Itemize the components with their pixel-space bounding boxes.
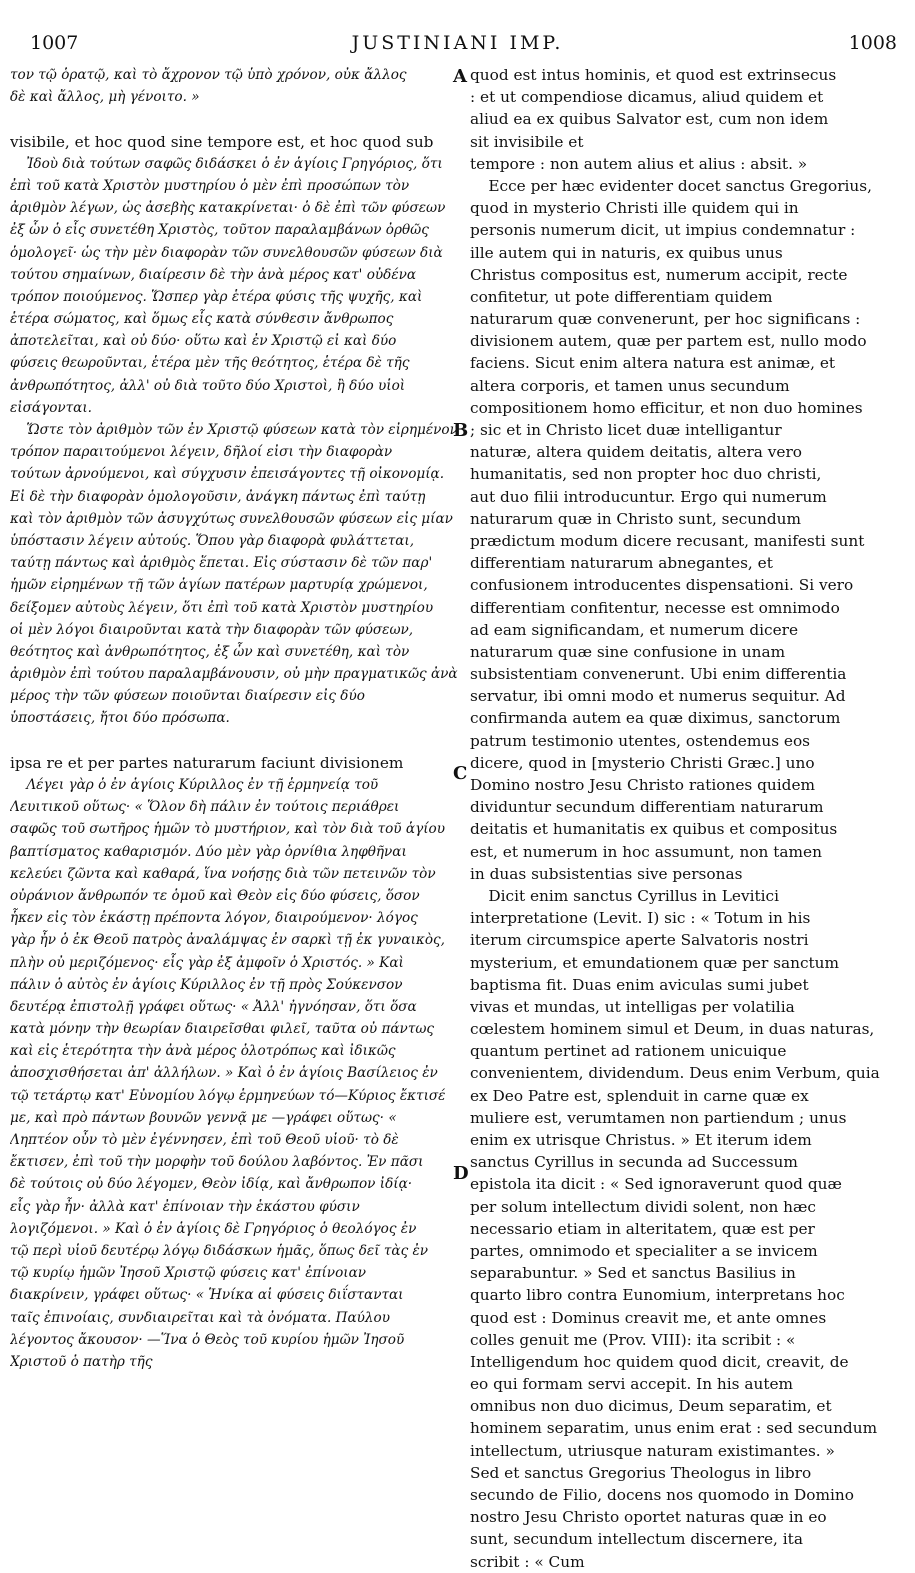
page-header: [0, 32, 915, 58]
greek-text-line: τῷ περὶ υἱοῦ δευτέρῳ λόγῳ διδάσκων ἡμᾶς, ὅπως δεῖ τὰς ἐν: [10, 1242, 429, 1259]
greek-text-line: καὶ εἰς ἑτερότητα τὴν ἀνὰ μέρος ὁλοτρόπως καὶ ἰδικῶς: [10, 1043, 396, 1060]
latin-text-line: quod est intus hominis, et quod est extrinsecus: [470, 66, 837, 84]
greek-text-line: με, καὶ πρὸ πάντων βουνῶν γεννᾷ με —γράφει οὕτως· «: [10, 1109, 397, 1126]
greek-text-line: τούτων ἀρνούμενοι, καὶ σύγχυσιν ἐπεισάγοντες τῇ οἰκονομίᾳ.: [10, 466, 445, 483]
greek-text-line: καὶ τὸν ἀριθμὸν τῶν ἀσυγχύτως συνελθουσῶν φύσεων εἰς μίαν: [10, 510, 453, 527]
greek-text-line: σαφῶς τοῦ σωτῆρος ἡμῶν τὸ μυστήριον, καὶ τὸν διὰ τοῦ ἁγίου: [10, 821, 445, 838]
greek-text-line: ἀποσχισθήσεται ἀπ' ἀλλήλων. » Καὶ ὁ ἐν ἁγίοις Βασίλειος ἐν: [10, 1065, 438, 1082]
latin-text-line: sit invisibile et: [470, 132, 584, 151]
latin-text-line: Domino nostro Jesu Christo rationes quidem: [470, 776, 816, 794]
greek-column: [10, 64, 469, 1373]
latin-text-line: per solum intellectum dividi solent, non hæc: [470, 1197, 816, 1216]
latin-text-line: Intelligendum hoc quidem quod dicit, creavit, de: [470, 1352, 849, 1371]
greek-text-line: Λευιτικοῦ οὕτως· « Ὅλον δὴ πάλιν ἐν τούτοις περιάθρει: [10, 799, 400, 816]
page-number-left: 1007: [30, 32, 79, 54]
shared-latin-line: in duas subsistentias sive personas: [470, 864, 743, 883]
latin-text-line: subsistentiam convenerunt. Ubi enim differentia: [470, 665, 847, 684]
greek-text-line: ὑποστάσεις, ἤτοι δύο πρόσωπα.: [10, 710, 230, 727]
latin-text-line: quantum pertinet ad rationem unicuique: [470, 1042, 787, 1061]
greek-text-line: ὑπόστασιν λέγειν αὐτούς. Ὅπου γὰρ διαφορὰ φυλάττεται,: [10, 532, 415, 549]
latin-text-line: divisionem autem, quæ per partem est, nullo modo: [470, 332, 867, 351]
latin-text-line: nostro Jesu Christo oportet naturas quæ in eo: [470, 1508, 827, 1527]
greek-text-line: ταύτῃ πάντως καὶ ἀριθμὸς ἕπεται. Εἰς σύστασιν δὲ τῶν παρ': [10, 555, 433, 572]
margin-marker-c: C: [453, 763, 468, 784]
latin-text-line: Christus compositus est, numerum accipit, recte: [470, 265, 848, 284]
latin-text-line: servatur, ibi omni modo et numerus sequitur. Ad: [470, 687, 846, 706]
latin-text-line: confusionem introducentes dispensationi. Si vero: [470, 576, 854, 595]
greek-text-line: τρόπον παραιτούμενοι λέγειν, δῆλοί εἰσι τὴν διαφορὰν: [10, 444, 393, 461]
latin-text-line: intellectum, utriusque naturam existimantes. »: [470, 1441, 835, 1460]
latin-text-line: differentiam naturarum abnegantes, et: [470, 554, 773, 573]
latin-text-line: colles genuit me (Prov. VIII): ita scribit : «: [470, 1330, 796, 1349]
latin-text-line: vivas et mundas, ut intelligas per volatilia: [470, 997, 795, 1016]
greek-text-line: ταῖς ἐπινοίαις, συνδιαιρεῖται καὶ τὰ ὀνόματα. Παύλου: [10, 1309, 390, 1326]
greek-text-line: κελεύει ζῶντα καὶ καθαρά, ἵνα νοήσῃς διὰ τῶν πετεινῶν τὸν: [10, 865, 436, 882]
greek-text-line: δευτέρᾳ ἐπιστολῇ γράφει οὕτως· « Ἀλλ' ἠγνόησαν, ὅτι ὅσα: [10, 998, 417, 1015]
shared-latin-line: ipsa re et per partes naturarum faciunt divisionem: [10, 753, 404, 772]
latin-text-line: secundo de Filio, docens nos quomodo in Domino: [470, 1486, 854, 1504]
latin-text-line: quarto libro contra Eunomium, interpretans hoc: [470, 1286, 845, 1305]
greek-text-line: τῷ τετάρτῳ κατ' Εὐνομίου λόγῳ ἑρμηνεύων τό—Κύριος ἔκτισέ: [10, 1087, 446, 1104]
running-title: JUSTINIANI IMP.: [351, 32, 564, 54]
page-number-right: 1008: [848, 32, 897, 54]
shared-latin-line: tempore : non autem alius et alius : absit. »: [470, 154, 808, 173]
greek-text-line: ἀνθρωπότητος, ἀλλ' οὐ διὰ τοῦτο δύο Χριστοὶ, ἢ δύο υἱοὶ: [10, 377, 406, 394]
latin-text-line: necessario etiam in alteritatem, quæ est per: [470, 1219, 815, 1238]
latin-text-line: dividuntur secundum differentiam naturarum: [470, 798, 824, 817]
greek-text-line: Λέγει γὰρ ὁ ἐν ἁγίοις Κύριλλος ἐν τῇ ἑρμηνείᾳ τοῦ: [26, 777, 379, 793]
latin-text-line: mysterium, et emundationem quæ per sanctum: [470, 953, 840, 972]
greek-text-line: ἧκεν εἰς τὸν ἑκάστῃ πρέποντα λόγον, διαιρούμενον· λόγος: [10, 910, 418, 927]
greek-text-line: οἱ μὲν λόγοι διαιροῦνται κατὰ τὴν διαφορὰν τῶν φύσεων,: [10, 621, 414, 638]
greek-text-line: μέρος τὴν τῶν φύσεων ποιοῦνται διαίρεσιν εἰς δύο: [10, 688, 365, 705]
latin-text-line: eo qui formam servi accepit. In his autem: [470, 1375, 794, 1394]
greek-text-line: τον τῷ ὁρατῷ, καὶ τὸ ἄχρονον τῷ ὑπὸ χρόνον, οὐκ ἄλλος: [10, 67, 407, 83]
latin-text-line: faciens. Sicut enim altera natura est animæ, et: [470, 354, 836, 373]
greek-text-line: ἐπὶ τοῦ κατὰ Χριστὸν μυστηρίου ὁ μὲν ἐπὶ προσώπων τὸν: [10, 177, 410, 194]
latin-text-line: ille autem qui in naturis, ex quibus unus: [470, 243, 783, 262]
greek-text-line: πλὴν οὐ μεριζόμενος· εἷς γὰρ ἐξ ἀμφοῖν ὁ Χριστός. » Καὶ: [10, 954, 404, 971]
latin-text-line: epistola ita dicit : « Sed ignoraverunt quod quæ: [470, 1175, 842, 1194]
latin-text-line: iterum circumspice aperte Salvatoris nostri: [470, 931, 809, 950]
latin-text-line: separabuntur. » Sed et sanctus Basilius in: [470, 1264, 796, 1283]
greek-text-line: τρόπον ποιούμενος. Ὥσπερ γὰρ ἑτέρα φύσις τῆς ψυχῆς, καὶ: [10, 288, 423, 305]
greek-text-line: τούτου σημαίνων, διαίρεσιν δὲ τὴν ἀνὰ μέρος κατ' οὐδένα: [10, 266, 417, 283]
latin-text-line: confirmanda autem ea quæ diximus, sanctorum: [470, 709, 841, 728]
greek-text-line: δὲ καὶ ἄλλος, μὴ γένοιτο. »: [10, 89, 200, 106]
latin-text-line: naturæ, altera quidem deitatis, altera vero: [470, 443, 802, 462]
greek-text-line: Ἰδοὺ διὰ τούτων σαφῶς διδάσκει ὁ ἐν ἁγίοις Γρηγόριος, ὅτι: [26, 155, 443, 172]
latin-text-line: interpretatione (Levit. I) sic : « Totum in his: [470, 909, 811, 928]
greek-text-line: κατὰ μόνην τὴν θεωρίαν διαιρεῖσθαι φιλεῖ, ταῦτα οὐ πάντως: [10, 1021, 435, 1038]
greek-text-line: Ὥστε τὸν ἀριθμὸν τῶν ἐν Χριστῷ φύσεων κατὰ τὸν εἰρημένον: [26, 422, 458, 438]
latin-text-line: baptisma fit. Duas enim aviculas sumi jubet: [470, 975, 809, 994]
greek-text-line: γὰρ ἦν ὁ ἐκ Θεοῦ πατρὸς ἀναλάμψας ἐν σαρκὶ τῇ ἐκ γυναικὸς,: [10, 932, 445, 949]
latin-text-line: convenientem, dividendum. Deus enim Verbum, quia: [470, 1064, 880, 1083]
latin-text-line: Dicit enim sanctus Cyrillus in Levitici: [488, 886, 780, 905]
latin-text-line: prædictum modum dicere recusant, manifesti sunt: [470, 531, 865, 550]
greek-text-line: ἀποτελεῖται, καὶ οὐ δύο· οὕτω καὶ ἐν Χριστῷ εἰ καὶ δύο: [10, 333, 397, 350]
greek-text-line: Ληπτέον οὖν τὸ μὲν ἐγέννησεν, ἐπὶ τοῦ Θεοῦ υἱοῦ· τὸ δὲ: [10, 1132, 399, 1148]
greek-text-line: Χριστοῦ ὁ πατὴρ τῆς: [10, 1353, 153, 1370]
margin-marker-b: B: [453, 420, 469, 441]
latin-text-line: ex Deo Patre est, splenduit in carne quæ ex: [470, 1086, 809, 1105]
latin-text-line: naturarum quæ convenerunt, per hoc significans :: [470, 310, 861, 329]
margin-marker-a: A: [453, 66, 467, 87]
latin-text-line: altera corporis, et tamen unus secundum: [470, 376, 790, 395]
greek-text-line: ἀριθμὸν λέγων, ὡς ἀσεβὴς κατακρίνεται· ὁ δὲ ἐπὶ τῶν φύσεων: [10, 200, 446, 217]
greek-text-line: διακρίνειν, γράφει οὕτως· « Ἡνίκα αἱ φύσεις διΐστανται: [10, 1287, 404, 1304]
greek-text-line: οὐράνιον ἄνθρωπόν τε ὁμοῦ καὶ Θεὸν εἰς δύο φύσεις, ὅσον: [10, 887, 420, 904]
latin-text-line: personis numerum dicit, ut impius condemnatur :: [470, 221, 856, 240]
latin-text-line: est, et numerum in hoc assumunt, non tamen: [470, 842, 822, 861]
latin-text-line: enim ex utrisque Christus. » Et iterum idem: [470, 1131, 812, 1149]
greek-text-line: λογιζόμενοι. » Καὶ ὁ ἐν ἁγίοις δὲ Γρηγόριος ὁ θεολόγος ἐν: [10, 1220, 417, 1237]
greek-text-line: ἀριθμὸν ἐπὶ τούτου παραλαμβάνουσιν, οὐ μὴν πραγματικῶς ἀνὰ: [10, 666, 458, 683]
latin-text-line: : et ut compendiose dicamus, aliud quidem et: [470, 88, 824, 107]
latin-text-line: sanctus Cyrillus in secunda ad Successum: [470, 1153, 798, 1172]
latin-column: [470, 64, 904, 1573]
greek-text-line: ἐξ ὧν ὁ εἷς συνετέθη Χριστὸς, τοῦτον παραλαμβάνων ὀρθῶς: [10, 222, 429, 239]
greek-text-line: ἡμῶν εἰρημένων τῇ τῶν ἁγίων πατέρων μαρτυρίᾳ χρώμενοι,: [10, 577, 428, 594]
greek-text-line: ἑτέρα σώματος, καὶ ὅμως εἷς κατὰ σύνθεσιν ἄνθρωπος: [10, 311, 394, 328]
greek-text-line: δὲ τούτοις οὐ δύο λέγομεν, Θεὸν ἰδίᾳ, καὶ ἄνθρωπον ἰδίᾳ·: [10, 1176, 413, 1193]
latin-text-line: compositionem homo efficitur, et non duo homines: [470, 398, 863, 417]
latin-text-line: Sed et sanctus Gregorius Theologus in libro: [470, 1463, 812, 1482]
latin-text-line: Ecce per hæc evidenter docet sanctus Gregorius,: [488, 176, 872, 195]
latin-text-line: naturarum quæ sine confusione in unam: [470, 642, 786, 661]
latin-text-line: quod est : Dominus creavit me, et ante omnes: [470, 1308, 827, 1327]
greek-text-line: λέγοντος ἄκουσον· —Ἵνα ὁ Θεὸς τοῦ κυρίου ἡμῶν Ἰησοῦ: [10, 1331, 405, 1348]
greek-text-line: τῷ κυρίῳ ἡμῶν Ἰησοῦ Χριστῷ φύσεις κατ' ἐπίνοιαν: [10, 1265, 367, 1282]
latin-text-line: hominem separatim, unus enim erat : sed secundum: [470, 1419, 878, 1438]
greek-text-line: ὁμολογεῖ· ὡς τὴν μὲν διαφορὰν τῶν συνελθουσῶν φύσεων διὰ: [10, 244, 443, 261]
latin-text-line: aliud ea ex quibus Salvator est, cum non idem: [470, 110, 829, 129]
latin-text-line: quod in mysterio Christi ille quidem qui in: [470, 199, 799, 218]
latin-text-line: ; sic et in Christo licet duæ intelligantur: [470, 421, 782, 439]
latin-text-line: differentiam confitentur, necesse est omnimodo: [470, 598, 840, 617]
greek-text-line: θεότητος καὶ ἀνθρωπότητος, ἐξ ὧν καὶ συνετέθη, καὶ τὸν: [10, 643, 410, 660]
latin-text-line: partes, omnimodo et specialiter a se invicem: [470, 1241, 818, 1260]
greek-text-line: εἷς γὰρ ἦν· ἀλλὰ κατ' ἐπίνοιαν τὴν ἑκάστου φύσιν: [10, 1198, 360, 1215]
latin-text-line: confitetur, ut pote differentiam quidem: [470, 287, 773, 306]
latin-text-line: sunt, secundum intellectum discernere, ita: [470, 1530, 803, 1549]
latin-text-line: patrum testimonio utentes, ostendemus eos: [470, 731, 811, 750]
latin-text-line: muliere est, verumtamen non partiendum ; unus: [470, 1108, 847, 1127]
latin-text-line: dicere, quod in [mysterio Christi Græc.] uno: [470, 753, 815, 772]
latin-text-line: scribit : « Cum: [470, 1552, 585, 1571]
latin-text-line: omnibus non duo dicimus, Deum separatim, et: [470, 1397, 832, 1416]
greek-text-line: ἔκτισεν, ἐπὶ τοῦ τὴν μορφὴν τοῦ δούλου λαβόντος. Ἐν πᾶσι: [10, 1154, 424, 1171]
latin-text-line: cœlestem hominem simul et Deum, in duas naturas,: [470, 1020, 875, 1039]
greek-text-line: πάλιν ὁ αὐτὸς ἐν ἁγίοις Κύριλλος ἐν τῇ πρὸς Σούκενσον: [10, 976, 403, 993]
latin-text-line: deitatis et humanitatis ex quibus et compositus: [470, 820, 838, 839]
greek-text-line: εἰσάγονται.: [10, 399, 93, 416]
greek-text-line: βαπτίσματος καθαρισμόν. Δύο μὲν γὰρ ὀρνίθια ληφθῆναι: [10, 843, 407, 860]
latin-text-line: humanitatis, sed non propter hoc duo christi,: [470, 465, 822, 484]
shared-latin-line: visibile, et hoc quod sine tempore est, et hoc quod sub: [10, 132, 434, 151]
latin-text-line: ad eam significandam, et numerum dicere: [470, 620, 799, 639]
greek-text-line: Εἰ δὲ τὴν διαφορὰν ὁμολογοῦσιν, ἀνάγκη πάντως ἐπὶ ταύτῃ: [10, 488, 426, 505]
greek-text-line: δείξομεν αὐτοὺς λέγειν, ὅτι ἐπὶ τοῦ κατὰ Χριστὸν μυστηρίου: [10, 599, 434, 616]
latin-text-line: aut duo filii introducuntur. Ergo qui numerum: [470, 487, 827, 506]
greek-text-line: φύσεις θεωροῦνται, ἑτέρα μὲν τῆς θεότητος, ἑτέρα δὲ τῆς: [10, 355, 410, 372]
margin-marker-d: D: [453, 1163, 469, 1184]
latin-text-line: naturarum quæ in Christo sunt, secundum: [470, 509, 802, 528]
